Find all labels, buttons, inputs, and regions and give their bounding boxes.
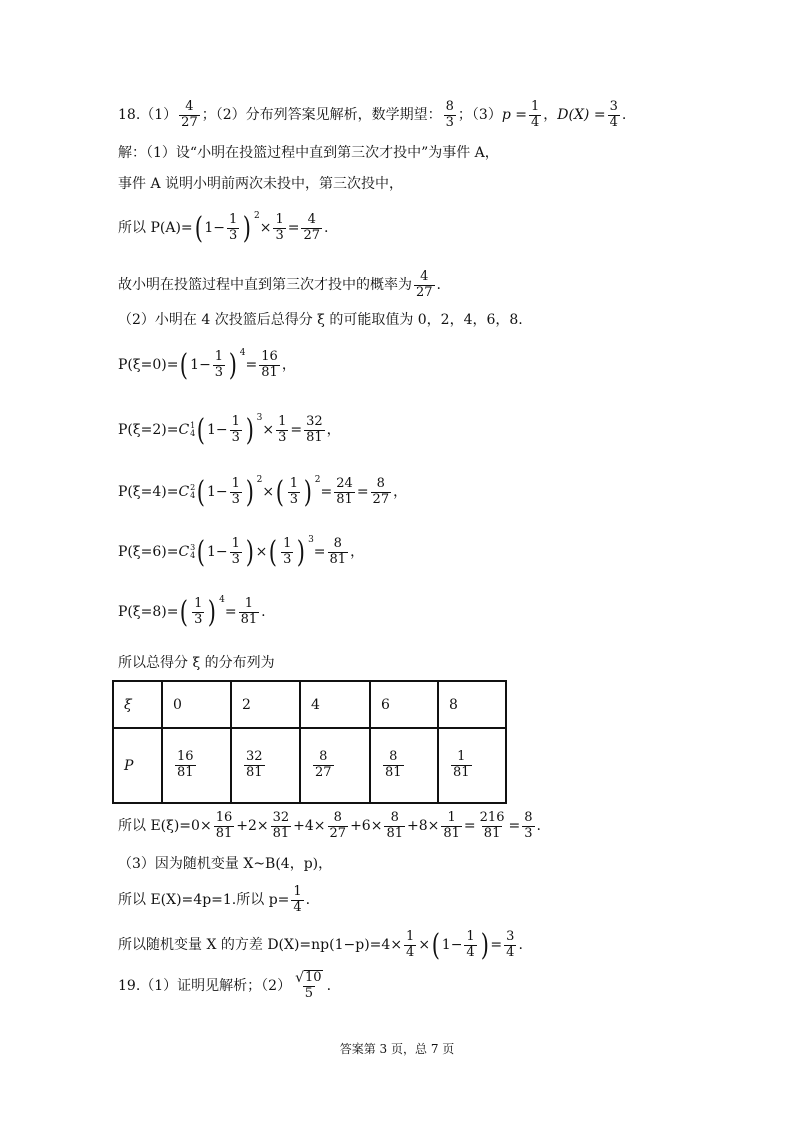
fraction-1-81 — [441, 811, 462, 842]
denominator: 81 — [177, 765, 194, 780]
c-letter: C — [178, 484, 190, 501]
times: × — [418, 937, 431, 954]
numerator: 8 — [376, 476, 385, 491]
table-header-cell — [438, 681, 506, 728]
p-label: P — [124, 757, 134, 774]
p-xi-6-formula — [118, 534, 365, 570]
p-xi-2-label: P(ξ=2)= — [118, 422, 179, 439]
right-paren: ) — [303, 474, 313, 510]
denominator: 3 — [289, 491, 299, 507]
c-bottom: 4 — [190, 551, 196, 561]
numerator: 8 — [319, 749, 328, 765]
numerator: 1 — [231, 476, 240, 491]
c-letter: C — [178, 422, 190, 439]
table-header-cell — [370, 681, 438, 728]
fraction-3-4 — [504, 930, 516, 961]
fraction-8-81 — [384, 811, 405, 842]
denominator: 4 — [530, 114, 540, 130]
comma: ， — [543, 107, 558, 124]
fraction-1-4 — [464, 930, 476, 961]
p-xi-4-label: P(ξ=4)= — [118, 484, 179, 501]
table-cell — [300, 728, 370, 803]
times: × — [262, 422, 275, 439]
c-index — [190, 544, 195, 560]
table-cell — [162, 728, 231, 803]
equals: = — [313, 544, 326, 561]
numerator: 1 — [283, 536, 292, 551]
fraction-4-27 — [301, 213, 322, 244]
numerator: 3 — [506, 929, 515, 944]
solution-text: 解：（1）设“小明在投篮过程中直到第三次才投中”为事件 A， — [118, 145, 499, 161]
numerator: 216 — [479, 810, 505, 825]
denominator: 5 — [304, 986, 313, 1002]
denominator: 81 — [386, 825, 403, 841]
part3-line-1 — [118, 857, 332, 871]
period: . — [536, 818, 541, 835]
prob-fraction — [175, 750, 196, 781]
denominator: 3 — [229, 227, 238, 243]
prob-fraction — [244, 750, 265, 781]
term: +4× — [293, 818, 326, 835]
denominator: 3 — [278, 429, 287, 445]
fraction-24-81 — [334, 477, 355, 508]
right-paren: ) — [228, 347, 238, 383]
fraction-1-3 — [227, 213, 239, 244]
solution-line-5 — [118, 313, 523, 327]
distribution-table — [112, 680, 507, 804]
table-cell — [438, 728, 506, 803]
answer-18-summary — [118, 100, 626, 131]
solution-text: 事件 A 说明小明前两次未投中，第三次投中， — [118, 176, 404, 192]
c-index — [190, 422, 195, 438]
solution-line-2 — [118, 177, 403, 191]
radical-sign: √ — [295, 970, 305, 986]
numerator: 1 — [457, 749, 466, 765]
p-xi-0-formula — [118, 347, 296, 383]
numerator: 3 — [609, 99, 618, 114]
xi-header: ξ — [124, 696, 132, 713]
numerator: 32 — [272, 810, 290, 825]
prob-fraction — [451, 750, 472, 781]
fraction-8-3 — [522, 811, 534, 842]
part3-line-2 — [118, 885, 310, 916]
left-paren: ( — [197, 474, 206, 510]
period: . — [621, 107, 627, 124]
denominator: 81 — [240, 611, 258, 627]
numerator: 16 — [261, 349, 278, 364]
solution-line-4 — [118, 270, 441, 301]
denominator: 3 — [445, 114, 454, 130]
equals: = — [463, 818, 476, 835]
numerator: 24 — [336, 476, 353, 491]
one: 1− — [206, 484, 228, 501]
answer-19-text: 19.（1）证明见解析；（2） — [118, 978, 292, 995]
right-paren: ) — [245, 474, 254, 510]
period: . — [305, 892, 311, 909]
fraction-4-27 — [179, 100, 200, 131]
denominator: 27 — [372, 491, 390, 507]
numerator: 1 — [447, 810, 456, 825]
fraction-8-27 — [328, 811, 349, 842]
right-paren: ) — [208, 594, 217, 630]
combination-c-4-2 — [178, 484, 195, 500]
numerator: 16 — [215, 810, 233, 825]
numerator: 1 — [194, 596, 203, 611]
left-paren: ( — [194, 210, 203, 246]
fraction-1-3 — [288, 477, 300, 508]
page-footer: 答案第 3 页，总 7 页 — [339, 1042, 455, 1056]
numerator: 32 — [306, 414, 323, 429]
numerator: 1 — [406, 929, 415, 944]
fraction-1-3 — [230, 537, 242, 568]
fraction-8-81 — [328, 537, 349, 568]
comma: ， — [281, 357, 296, 374]
combination-c-4-1 — [178, 422, 195, 438]
fraction-4-27 — [414, 270, 435, 301]
numerator: 4 — [307, 212, 316, 227]
period: . — [324, 220, 329, 237]
fraction-1-3 — [273, 213, 285, 244]
p-xi-2-formula — [118, 412, 341, 448]
radicand: 10 — [305, 970, 322, 985]
c-top: 1 — [190, 421, 196, 431]
right-paren: ) — [243, 210, 252, 246]
table-cell — [231, 728, 300, 803]
table-row-probabilities — [113, 728, 506, 803]
expectation-formula — [118, 811, 541, 842]
p-xi-8-formula — [118, 594, 266, 630]
c-letter: C — [178, 544, 190, 561]
exponent: 3 — [308, 534, 314, 545]
left-paren: ( — [180, 347, 189, 383]
fraction-1-3 — [281, 537, 293, 568]
numerator: 4 — [185, 99, 194, 114]
fraction-8-27 — [371, 477, 392, 508]
denominator: 3 — [214, 364, 224, 380]
denominator: 4 — [506, 944, 515, 960]
denominator: 81 — [443, 825, 460, 841]
term: +2× — [236, 818, 269, 835]
exponent: 3 — [256, 412, 263, 423]
answer-18-text: ；（2）分布列答案见解析，数学期望： — [201, 107, 442, 124]
value-2: 2 — [242, 696, 251, 713]
equals: = — [356, 484, 369, 501]
right-paren: ) — [245, 412, 254, 448]
times: × — [199, 818, 212, 835]
denominator: 81 — [272, 825, 290, 841]
fraction-1-3 — [276, 415, 288, 446]
left-paren: ( — [269, 534, 278, 570]
numerator: 8 — [333, 536, 342, 551]
one: 1− — [206, 544, 228, 561]
denominator: 3 — [231, 429, 240, 445]
numerator: 1 — [278, 414, 287, 429]
fraction-16-81 — [214, 811, 235, 842]
one: 1− — [204, 220, 225, 237]
period: . — [518, 937, 523, 954]
denominator: 81 — [261, 364, 278, 380]
numerator: 8 — [445, 99, 454, 114]
c-top: 3 — [190, 543, 196, 553]
denominator: 4 — [609, 114, 618, 130]
fraction-1-3 — [192, 597, 204, 628]
p-xi-4-formula — [118, 474, 408, 510]
value-6: 6 — [381, 696, 390, 713]
table-header-cell — [162, 681, 231, 728]
denominator: 3 — [231, 491, 240, 507]
value-0: 0 — [173, 696, 182, 713]
equals: = — [290, 422, 303, 439]
comma: ， — [350, 544, 365, 561]
numerator: 1 — [530, 99, 540, 114]
exponent: 2 — [256, 474, 263, 485]
c-index — [190, 484, 195, 500]
equals: = — [490, 937, 503, 954]
denominator: 27 — [181, 114, 198, 130]
c-top: 2 — [190, 483, 196, 493]
times: × — [390, 937, 403, 954]
comma: ， — [326, 422, 341, 439]
distribution-title — [118, 656, 275, 670]
fraction-1-4 — [529, 100, 541, 131]
value-8: 8 — [449, 696, 458, 713]
term: +6× — [350, 818, 383, 835]
numerator: 1 — [293, 884, 302, 899]
comma: ， — [393, 484, 408, 501]
denominator: 27 — [303, 227, 321, 243]
fraction-1-3 — [230, 415, 242, 446]
fraction-32-81 — [271, 811, 292, 842]
left-paren: ( — [197, 412, 206, 448]
p-equals: p = — [501, 107, 527, 124]
one: 1− — [441, 937, 463, 954]
exponent: 4 — [219, 594, 225, 605]
solution-text: 所以 E(X)=4p=1.所以 p= — [118, 892, 290, 909]
exponent: 4 — [239, 347, 246, 358]
numerator: 8 — [389, 749, 398, 765]
denominator: 3 — [524, 825, 533, 841]
exponent: 2 — [254, 210, 260, 221]
pa-prefix: 所以 P(A)= — [118, 220, 193, 237]
times: × — [262, 484, 275, 501]
denominator: 81 — [483, 825, 501, 841]
solution-line-1 — [118, 146, 499, 160]
denominator: 81 — [215, 825, 233, 841]
period: . — [436, 277, 441, 294]
sqrt-numerator — [293, 970, 324, 986]
one: 1− — [190, 357, 211, 374]
denominator: 81 — [385, 765, 402, 780]
prob-fraction — [313, 750, 334, 781]
right-paren: ) — [245, 534, 254, 570]
table-header-cell — [113, 681, 162, 728]
denominator: 3 — [231, 551, 240, 567]
expectation-prefix: 所以 E(ξ)=0 — [118, 818, 200, 835]
c-bottom: 4 — [190, 491, 196, 501]
denominator: 81 — [246, 765, 263, 780]
right-paren: ) — [480, 927, 489, 963]
answer-18-text: ；（3） — [457, 107, 502, 124]
numerator: 1 — [231, 536, 240, 551]
denominator: 81 — [336, 491, 353, 507]
numerator: 16 — [177, 749, 194, 765]
fraction-sqrt10-5 — [293, 970, 324, 1002]
numerator: 4 — [420, 269, 429, 284]
solution-text: （3）因为随机变量 X~B(4，p)， — [118, 856, 333, 872]
fraction-1-3 — [230, 477, 242, 508]
denominator: 81 — [306, 429, 323, 445]
numerator: 32 — [246, 749, 263, 765]
part3-line-3 — [118, 927, 523, 963]
equals: = — [287, 220, 300, 237]
denominator: 81 — [453, 765, 470, 780]
exponent: 2 — [314, 474, 321, 485]
p-xi-0-label: P(ξ=0)= — [118, 357, 179, 374]
left-paren: ( — [431, 927, 441, 963]
equals: = — [245, 357, 258, 374]
variance-prefix: 所以随机变量 X 的方差 D(X)=np(1−p)=4 — [118, 937, 391, 954]
table-header-cell — [231, 681, 300, 728]
numerator: 8 — [390, 810, 399, 825]
numerator: 1 — [229, 212, 238, 227]
numerator: 8 — [524, 810, 533, 825]
times: × — [259, 220, 272, 237]
fraction-8-3 — [444, 100, 456, 131]
equals: = — [508, 818, 521, 835]
equals: = — [320, 484, 333, 501]
fraction-216-81 — [478, 811, 507, 842]
table-cell — [370, 728, 438, 803]
table-row-values — [113, 681, 506, 728]
fraction-1-81 — [239, 597, 260, 628]
left-paren: ( — [197, 534, 206, 570]
table-cell — [113, 728, 162, 803]
fraction-1-4 — [291, 885, 303, 916]
numerator: 1 — [275, 212, 284, 227]
denominator: 27 — [416, 284, 433, 300]
period: . — [326, 978, 332, 995]
numerator: 1 — [231, 414, 240, 429]
fraction-1-4 — [404, 930, 416, 961]
denominator: 3 — [275, 227, 284, 243]
variance-label: D(X) = — [557, 107, 606, 124]
left-paren: ( — [180, 594, 189, 630]
numerator: 8 — [333, 810, 342, 825]
numerator: 1 — [289, 476, 299, 491]
denominator: 81 — [329, 551, 347, 567]
value-4: 4 — [311, 696, 320, 713]
denominator: 27 — [329, 825, 347, 841]
denominator: 4 — [466, 944, 475, 960]
numerator: 1 — [214, 349, 224, 364]
p-xi-6-label: P(ξ=6)= — [118, 544, 179, 561]
solution-text: （2）小明在 4 次投篮后总得分 ξ 的可能取值为 0，2，4，6，8. — [118, 312, 523, 328]
one: 1− — [206, 422, 228, 439]
prob-fraction — [383, 750, 404, 781]
left-paren: ( — [275, 474, 285, 510]
denominator: 3 — [283, 551, 292, 567]
period: . — [261, 604, 266, 621]
equals: = — [224, 604, 237, 621]
answer-18-label: 18.（1） — [118, 107, 178, 124]
pa-formula — [118, 210, 329, 246]
fraction-32-81 — [304, 415, 325, 446]
denominator: 4 — [293, 899, 302, 915]
denominator: 3 — [194, 611, 203, 627]
fraction-3-4 — [608, 100, 620, 131]
distribution-title-text: 所以总得分 ξ 的分布列为 — [118, 655, 275, 671]
table-header-cell — [300, 681, 370, 728]
combination-c-4-3 — [178, 544, 195, 560]
denominator: 27 — [315, 765, 332, 780]
numerator: 1 — [466, 929, 475, 944]
numerator: 1 — [244, 596, 254, 611]
right-paren: ) — [297, 534, 306, 570]
answer-19-summary — [118, 970, 331, 1002]
term: +8× — [407, 818, 440, 835]
c-bottom: 4 — [190, 429, 196, 439]
fraction-16-81 — [259, 350, 280, 381]
p-xi-8-label: P(ξ=8)= — [118, 604, 179, 621]
fraction-1-3 — [213, 350, 225, 381]
denominator: 4 — [406, 944, 415, 960]
solution-text: 故小明在投篮过程中直到第三次才投中的概率为 — [118, 277, 412, 294]
times: × — [255, 544, 268, 561]
